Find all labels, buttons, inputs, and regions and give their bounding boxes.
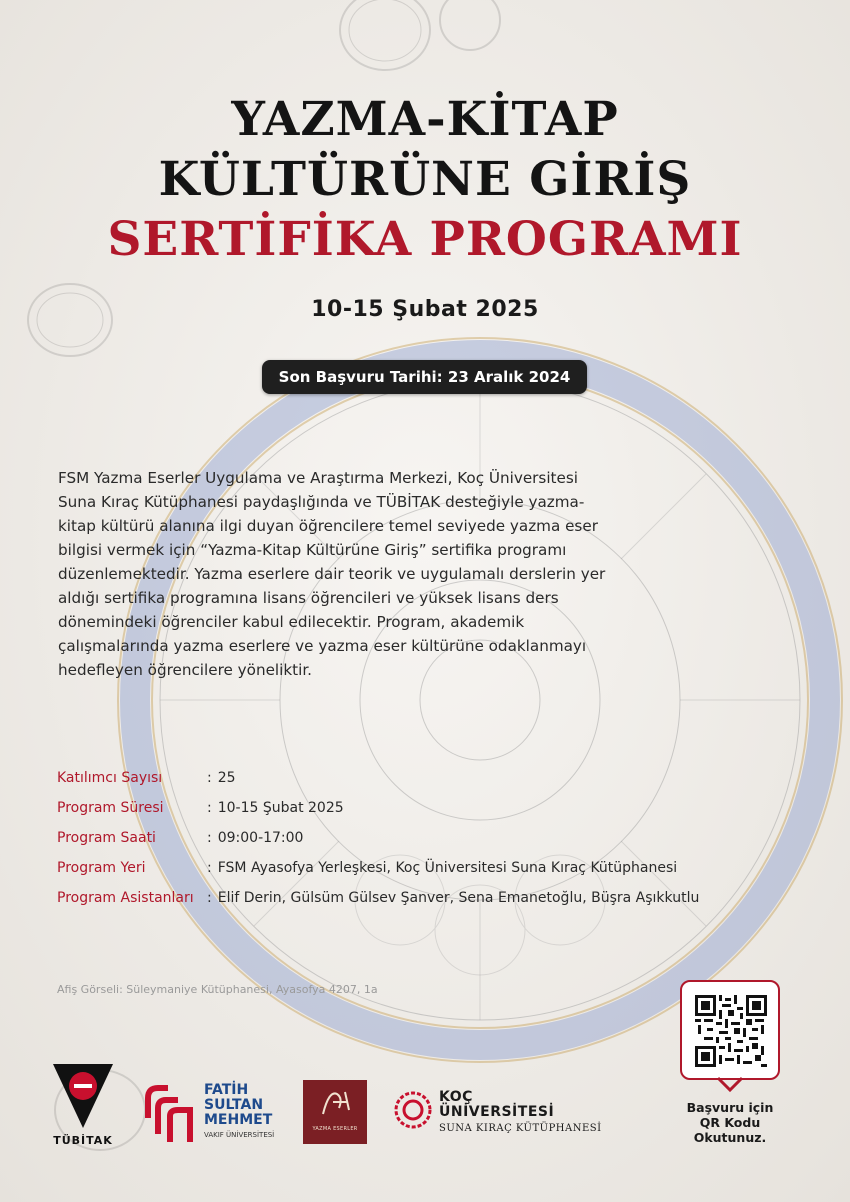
detail-label: Katılımcı Sayısı: [57, 770, 163, 786]
image-credit: Afiş Görseli: Süleymaniye Kütüphanesi, Ayasofya 4207, 1a: [57, 983, 378, 996]
title-line-1: YAZMA-KİTAP: [231, 92, 619, 147]
detail-row-duration: [57, 793, 837, 823]
qr-caption: [665, 1100, 795, 1145]
qr-caption-line-1: Başvuru için: [686, 1100, 774, 1115]
detail-row-hours: [57, 823, 837, 853]
koc-name-line-1: KOÇ: [439, 1089, 473, 1105]
detail-separator: :: [207, 830, 212, 846]
yazma-eserler-label: YAZMA ESERLER: [312, 1126, 358, 1132]
detail-label: Program Asistanları: [57, 890, 194, 906]
koc-name: [439, 1090, 554, 1120]
fsm-name-line-3: MEHMET: [204, 1112, 273, 1128]
deadline-badge: Son Başvuru Tarihi: 23 Aralık 2024: [262, 360, 587, 394]
detail-separator: :: [207, 770, 212, 786]
detail-label: Program Saati: [57, 830, 156, 846]
fsm-name-line-2: SULTAN: [204, 1097, 264, 1113]
title-line-3: SERTİFİKA PROGRAMI: [107, 212, 743, 267]
program-date: 10-15 Şubat 2025: [311, 297, 539, 322]
detail-separator: :: [207, 890, 212, 906]
title-line-2: KÜLTÜRÜNE GİRİŞ: [158, 152, 692, 207]
program-details: [57, 763, 837, 913]
detail-separator: :: [207, 800, 212, 816]
calligraphy-emblem-icon: [303, 1080, 367, 1124]
tubitak-label: TÜBİTAK: [53, 1134, 113, 1147]
qr-caption-line-2: QR Kodu: [699, 1115, 761, 1130]
detail-separator: :: [207, 860, 212, 876]
tubitak-emblem-icon: [50, 1056, 116, 1132]
detail-value: Elif Derin, Gülsüm Gülsev Şanver, Sena Emanetoğlu, Büşra Aşıkkutlu: [217, 890, 700, 906]
qr-caption-line-3: Okutunuz.: [693, 1130, 767, 1145]
detail-label: Program Yeri: [57, 860, 146, 876]
tubitak-logo: [50, 1056, 116, 1152]
detail-row-assistants: [57, 883, 837, 913]
application-qr-code[interactable]: [680, 980, 780, 1080]
detail-value: 10-15 Şubat 2025: [217, 800, 344, 816]
program-description: FSM Yazma Eserler Uygulama ve Araştırma Merkezi, Koç Üniversitesi Suna Kıraç Kütüphanesi paydaşlığında ve TÜBİTAK desteğiyle yazma-kitap kültürü alanına ilgi duyan öğrencilere temel seviyede yazma eser bilgisi vermek için “Yazma-Kitap Kültürüne Giriş” sertifika programı düzenlemektedir. Yazma eserlere dair teorik ve uygulamalı derslerin yer aldığı sertifika programına lisans öğrencileri ve yüksek lisans ders dönemindeki öğrenciler kabul edilecektir. Program, akademik çalışmalarında yazma eserlere ve yazma eser kültürüne odaklanmayı hedefleyen öğrencilere yöneliktir.: [58, 469, 606, 679]
fsm-university-logo: [138, 1078, 288, 1148]
qr-code-icon: [695, 995, 767, 1067]
yazma-eserler-logo: [303, 1080, 367, 1144]
fsm-subtitle: VAKIF ÜNİVERSİTESİ: [204, 1131, 275, 1139]
detail-value: FSM Ayasofya Yerleşkesi, Koç Üniversitesi Suna Kıraç Kütüphanesi: [217, 860, 678, 876]
detail-label: Program Süresi: [57, 800, 164, 816]
koc-university-logo: [393, 1090, 613, 1140]
detail-row-location: [57, 853, 837, 883]
detail-row-participants: [57, 763, 837, 793]
detail-value: 25: [217, 770, 236, 786]
fsm-name-line-1: FATİH: [204, 1082, 249, 1098]
chevron-down-icon: [715, 1075, 745, 1095]
koc-name-line-2: ÜNİVERSİTESİ: [439, 1104, 555, 1120]
koc-emblem-icon: [393, 1090, 433, 1130]
detail-value: 09:00-17:00: [217, 830, 304, 846]
fsm-name: [204, 1083, 272, 1128]
fsm-emblem-icon: [138, 1078, 200, 1146]
koc-library-label: SUNA KIRAÇ KÜTÜPHANESİ: [439, 1123, 602, 1134]
